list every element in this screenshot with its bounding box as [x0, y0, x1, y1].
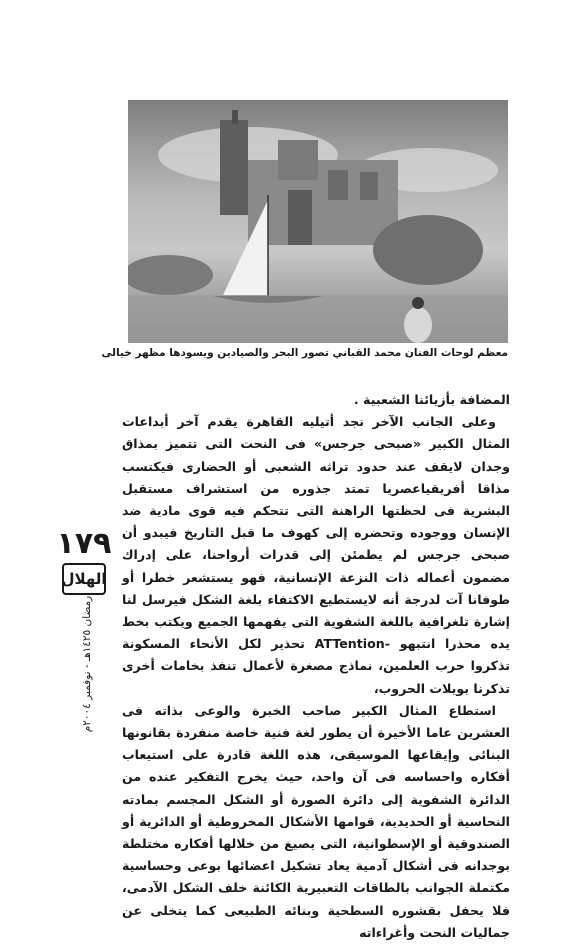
- painting-illustration: [128, 100, 508, 343]
- article-body: [122, 389, 510, 944]
- page-number: ١٧٩: [56, 526, 112, 561]
- paragraph: وعلى الجانب الآخر نجد أتيليه القاهرة يقدم آخر أبداعات المثال الكبير «صبحى جرجس» فى النحت التى تتميز بمذاق وجدان لايقف عند حدود تراثه الشعبى أو الحضارى فيكتسب مذاقا أفريقياعصريا تمتد جذوره من استشراف مستقبل البشرية فى لحظتها الراهنة التى تتحكم فيه قوى مادية ضد الإنسان ووجوده وتحضره إلى كهوف ما قبل التاريخ فيبدو أن صبحى جرجس لم يطمئن إلى قدرات أرواحنا، على إدراك مضمون أعماله ذات النزعة الإنسانية، فهو يستشعر خطرا أو طوفانا آت لدرجة أنه لايستطيع الاكتفاء بلغة الشكل فيرسل لنا إشارة تلغرافية باللغة الشفوية التى يفهمها الجميع ويكتب بخط يده محذرا انتبهو -ATTention تحذير لكل الأنحاء المسكونة تذكروا حرب العلمين، نماذج مصغرة لأعمال تنفذ بخامات أخرى تذكرنا بويلات الحروب،: [122, 414, 510, 696]
- issue-date-text: رمضان ١٤٢٥هـ - نوفمبر ٢٠٠٤م: [81, 595, 93, 733]
- figure-caption: معظم لوحات الفنان محمد القباني تصور البحر والصيادين ويسودها مظهر خيالى: [101, 347, 508, 359]
- painting-photo: [128, 100, 508, 343]
- magazine-logo: الهلال: [62, 563, 106, 595]
- issue-date: [78, 595, 96, 733]
- paragraph: استطاع المثال الكبير صاحب الخبرة والوعى بذاته فى العشرين عاما الأخيرة أن يطور لغة فنية خاصة منفردة بقانونها البنائى وإيقاعها الموسيقى، هذه اللغة قادرة على استيعاب أفكاره واحساسه فى آن واحد، حيث يخرج التفكير عنده من الدائرة الشفوية إلى دائرة الصورة أو الشكل المجسم بمادته النحاسية أو الحديدية، قوامها الأشكال المخروطية أو الدائرية أو الصندوقية أو الإسطوانية، التى يصيغ من خلالها أفكاره مختلطة بوجدانه فى أشكال آدمية يعاد تشكيل اعضائها بوعى وحساسية مكتملة الجوانب بالطاقات التعبيرية الكائنة خلف الشكل الآدمى، فلا يحفل بقشوره السطحية وبنائه الطبيعى كما يتخلى عن جماليات النحت وأغراءاته: [122, 702, 510, 940]
- paragraph: المضافة بأزيائنا الشعبية .: [353, 392, 510, 407]
